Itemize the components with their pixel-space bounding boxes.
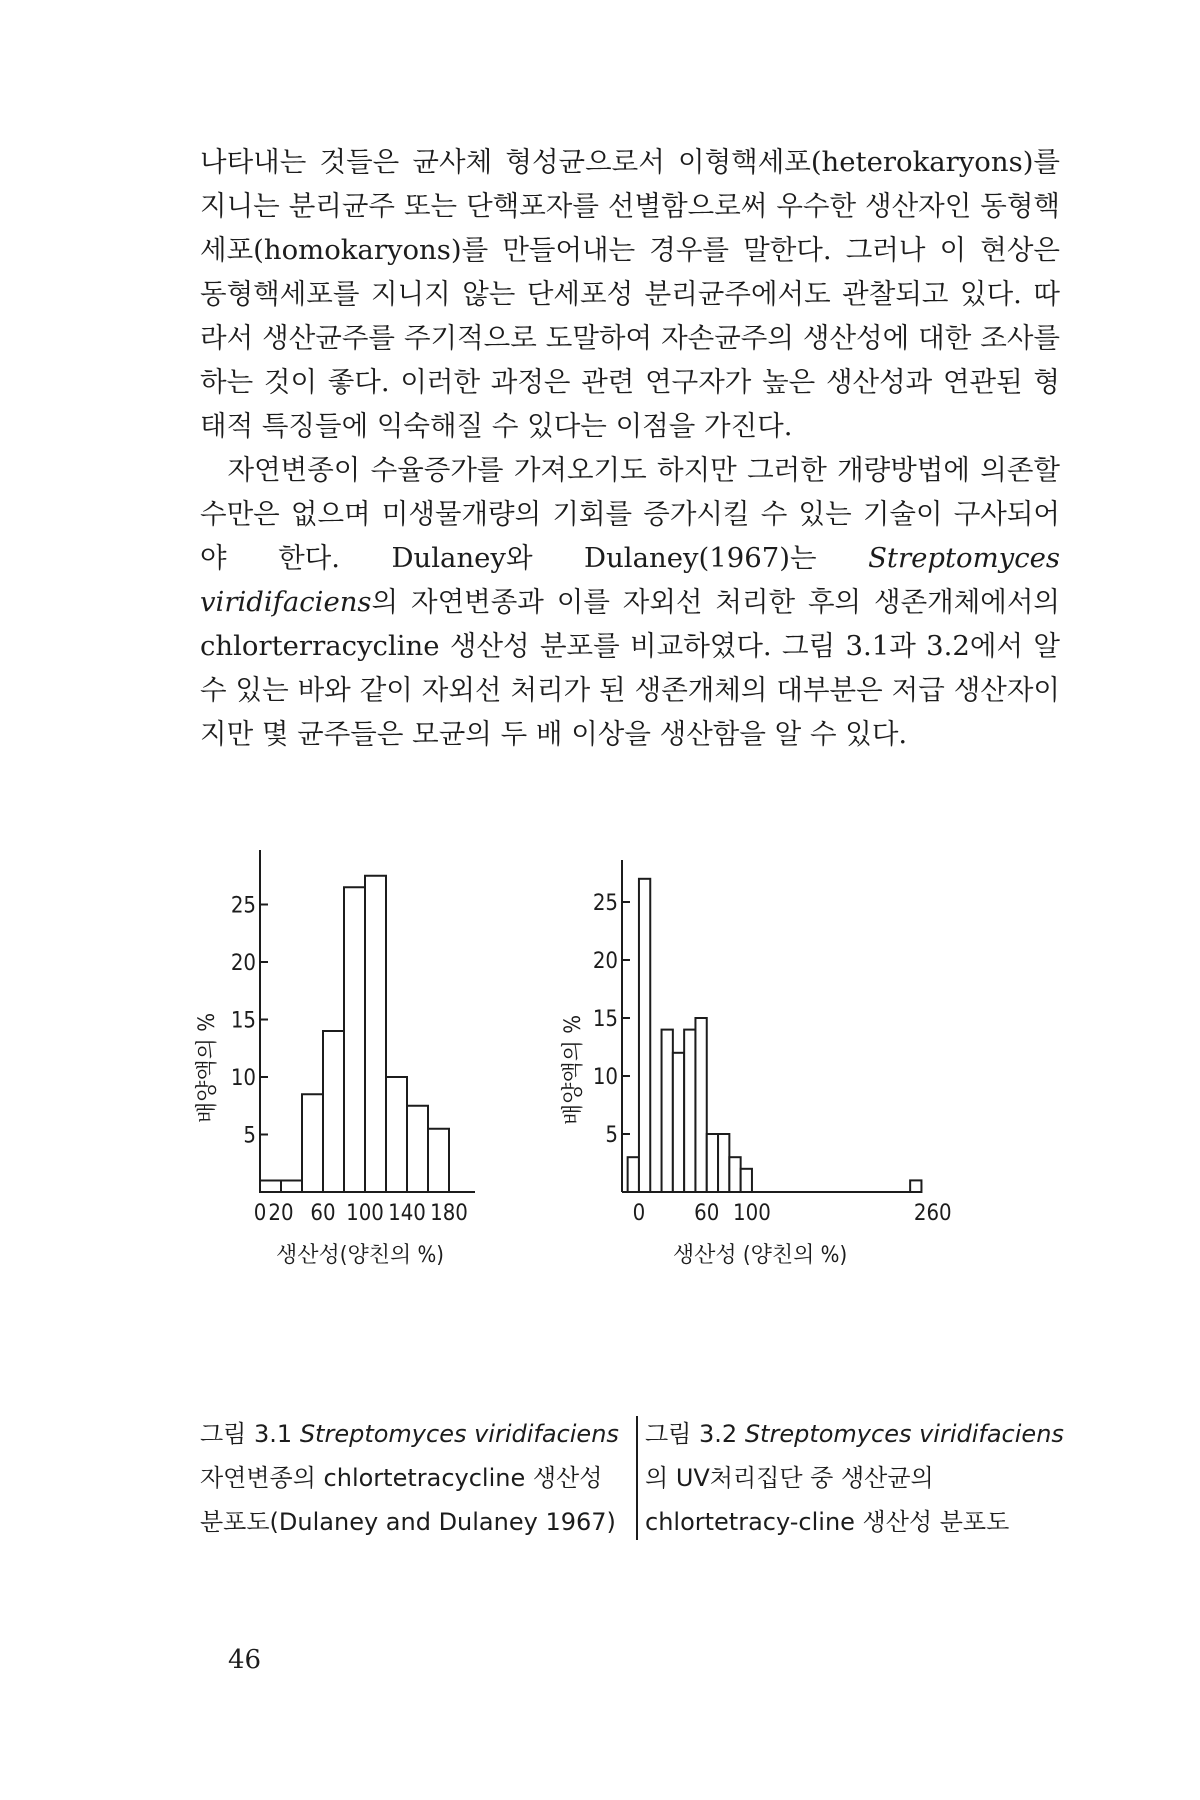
histogram-bar-5 <box>684 1030 695 1192</box>
x-tick-label: 260 <box>913 1201 952 1226</box>
caption-divider <box>636 1416 638 1540</box>
y-tick-label: 10 <box>230 1066 256 1091</box>
x-axis-label: 생산성(양친의 %) <box>275 1243 445 1268</box>
y-tick-label: 20 <box>592 949 618 974</box>
figure-3-1-caption-text: 자연변종의 chlortetracycline 생산성 분포도(Dulaney and Dulaney 1967) <box>200 1464 616 1536</box>
y-tick-label: 25 <box>592 891 618 916</box>
histogram-bar-0 <box>260 1181 281 1193</box>
paragraph-1: 나타내는 것들은 균사체 형성균으로서 이형핵세포(heterokaryons)를 지니는 분리균주 또는 단핵포자를 선별함으로써 우수한 생산자인 동형핵세포(homokaryons)를 만들어내는 경우를 말한다. 그러나 이 현상은 동형핵세포를 지니지 않는 단세포성 분리균주에서도 관찰되고 있다. 따라서 생산균주를 주기적으로 도말하여 자손균주의 생산성에 대한 조사를 하는 것이 좋다. 이러한 과정은 관련 연구자가 높은 생산성과 연관된 형태적 특징들에 익숙해질 수 있다는 이점을 가진다. <box>200 146 1060 442</box>
histogram-bar-2 <box>302 1094 323 1192</box>
histogram-bar-7 <box>707 1134 718 1192</box>
x-tick-label: 0 <box>632 1201 646 1226</box>
histogram-bar-10 <box>741 1169 752 1192</box>
x-tick-label: 100 <box>346 1201 384 1226</box>
histogram-bar-1 <box>639 879 650 1192</box>
y-tick-label: 20 <box>230 951 256 976</box>
histogram-bar-5 <box>365 876 386 1192</box>
histogram-bar-3 <box>662 1030 673 1192</box>
figure-3-2-caption-label: 그림 3.2 <box>645 1420 738 1448</box>
histogram-bar-11 <box>910 1180 921 1192</box>
histogram-bar-4 <box>673 1053 684 1192</box>
x-tick-label: 0 <box>253 1201 267 1226</box>
y-tick-label: 10 <box>592 1065 618 1090</box>
figure-3-2-caption-text: 의 UV처리집단 중 생산균의 chlortetracy-cline 생산성 분포도 <box>645 1464 1010 1536</box>
figure-captions <box>200 1412 1064 1544</box>
histogram-bar-3 <box>323 1031 344 1192</box>
species-name: Streptomyces viridifaciens <box>200 542 1060 618</box>
histogram-bar-1 <box>281 1181 302 1193</box>
figure-3-2-histogram <box>561 891 1060 1380</box>
page-number: 46 <box>228 1645 262 1675</box>
x-tick-label: 60 <box>310 1201 336 1226</box>
x-tick-label: 20 <box>268 1201 294 1226</box>
x-tick-label: 100 <box>733 1201 771 1226</box>
histogram-bar-8 <box>718 1134 729 1192</box>
paragraph-2 <box>200 448 1060 756</box>
figure-3-1-caption-species: Streptomyces viridifaciens <box>299 1420 619 1448</box>
histogram-bar-7 <box>407 1106 428 1192</box>
histogram-bar-4 <box>344 887 365 1192</box>
figure-3-2-caption-species: Streptomyces viridifaciens <box>744 1420 1064 1448</box>
histogram-bar-0 <box>628 1157 639 1192</box>
histogram-bar-6 <box>695 1018 706 1192</box>
histogram-bar-9 <box>729 1157 740 1192</box>
y-tick-label: 5 <box>243 1123 256 1149</box>
histogram-bar-8 <box>428 1129 449 1192</box>
paragraph-2-text-a: 자연변종이 수율증가를 가져오기도 하지만 그러한 개량방법에 의존할 수만은 없으며 미생물개량의 기회를 증가시킬 수 있는 기술이 구사되어야 한다. Dulaney와 Dulaney(1967)는 <box>200 454 1060 574</box>
y-tick-label: 15 <box>592 1007 618 1032</box>
figure-3-1-caption <box>200 1412 628 1544</box>
y-tick-label: 15 <box>230 1008 256 1034</box>
x-tick-label: 60 <box>694 1201 720 1226</box>
figure-3-1-caption-label: 그림 3.1 <box>200 1420 293 1448</box>
x-tick-label: 140 <box>388 1201 426 1226</box>
y-axis-label: 배양액의 % <box>561 1014 586 1126</box>
x-axis-label: 생산성 (양친의 %) <box>672 1243 848 1268</box>
x-tick-label: 180 <box>430 1201 468 1226</box>
paragraph-2-text-b: 의 자연변종과 이를 자외선 처리한 후의 생존개체에서의 chlorterracycline 생산성 분포를 비교하였다. 그림 3.1과 3.2에서 알 수 있는 바와 같이 자외선 처리가 된 생존개체의 대부분은 저급 생산자이지만 몇 균주들은 모균의 두 배 이상을 생산함을 알 수 있다. <box>200 586 1060 750</box>
figure-3-2-caption <box>645 1412 1065 1544</box>
y-axis-label: 배양액의 % <box>195 1012 220 1124</box>
y-tick-label: 5 <box>605 1123 618 1148</box>
y-tick-label: 25 <box>230 893 256 919</box>
histogram-bar-6 <box>386 1077 407 1192</box>
figure-3-1-histogram <box>195 893 560 1380</box>
body-text <box>200 140 1060 756</box>
